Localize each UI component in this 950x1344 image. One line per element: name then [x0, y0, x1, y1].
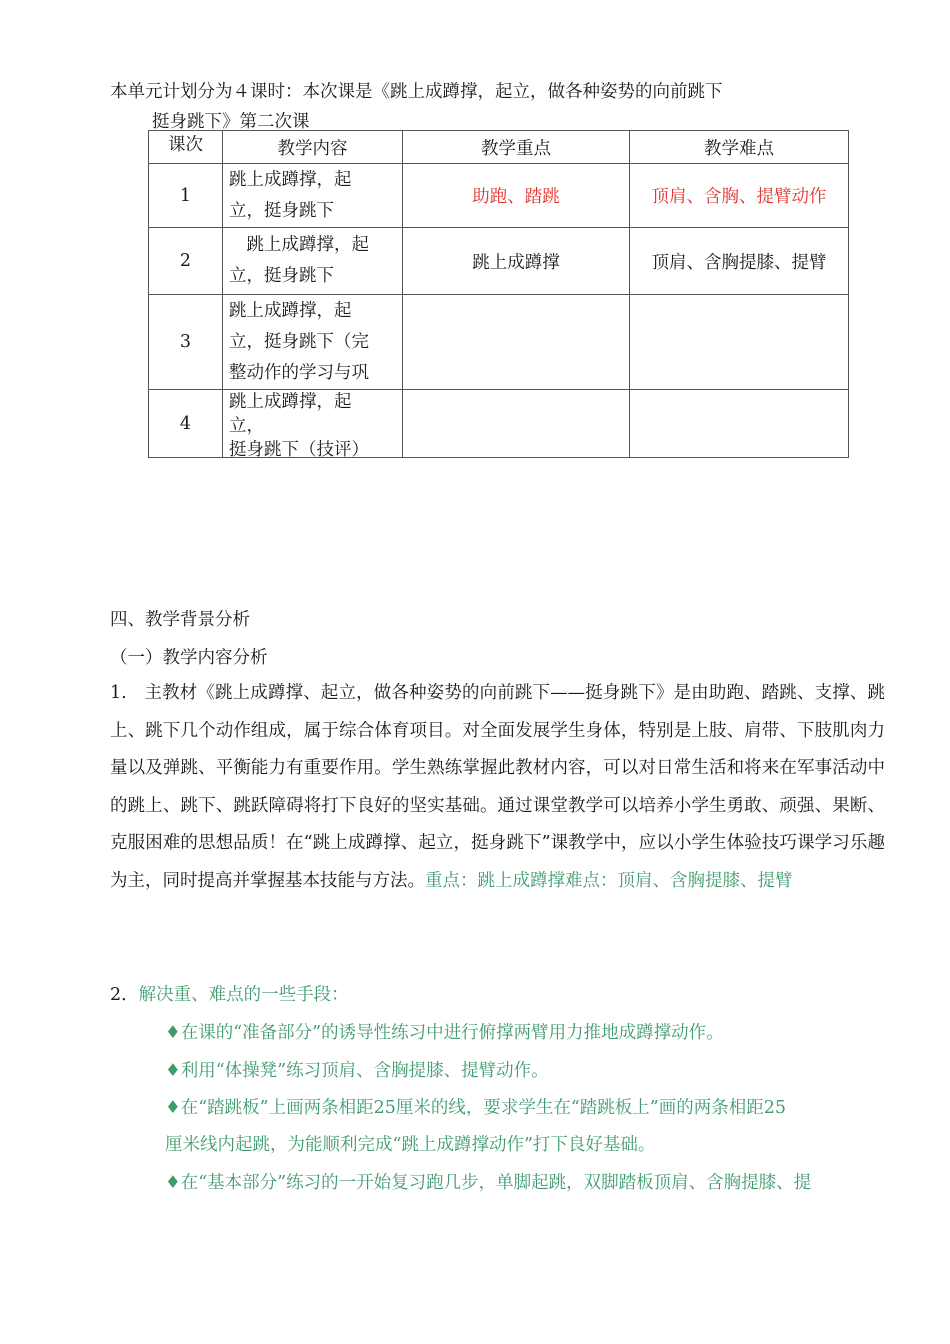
- lesson-focus: [403, 295, 630, 390]
- content-line: 整动作的学习与巩: [229, 362, 369, 383]
- lesson-difficulty: 顶肩、含胸提膝、提臂: [630, 228, 849, 295]
- content-line: 立，挺身跳下（完: [229, 331, 369, 352]
- content-line: 跳上成蹲撑，起: [229, 235, 369, 255]
- table-row: [149, 228, 849, 295]
- lesson-focus: [403, 390, 630, 458]
- lesson-number: 4: [149, 390, 223, 458]
- table-row: [149, 390, 849, 458]
- content-line: 立，挺身跳下: [229, 200, 334, 221]
- content-line: 跳上成蹲撑，起: [229, 300, 352, 321]
- method-bullet-4: ♦在“基本部分”练习的一开始复习跑几步，单脚起跳，双脚踏板顶肩、含胸提膝、提: [165, 1173, 812, 1193]
- method-bullet-3: ♦在“踏跳板”上画两条相距25厘米的线，要求学生在“踏跳板上”画的两条相距25: [165, 1098, 787, 1118]
- content-line: 立，: [229, 416, 264, 436]
- header-content: 教学内容: [223, 131, 403, 164]
- content-line: 跳上成蹲撑，起: [229, 169, 352, 190]
- lesson-focus: 跳上成蹲撑: [403, 228, 630, 295]
- lesson-content: [223, 390, 403, 458]
- table-row: [149, 164, 849, 228]
- item2-number: 2．: [110, 985, 139, 1005]
- focus-difficulty-summary: 重点：跳上成蹲撑难点：顶肩、含胸提膝、提臂: [425, 870, 793, 891]
- table-header-row: [149, 131, 849, 164]
- content-analysis-paragraph: [110, 675, 885, 900]
- lesson-number: 3: [149, 295, 223, 390]
- section-title: 四、教学背景分析: [110, 610, 250, 630]
- content-line: 挺身跳下（技评）: [229, 440, 369, 457]
- table-row: [149, 295, 849, 390]
- header-focus: 教学重点: [403, 131, 630, 164]
- lesson-content: [223, 164, 403, 228]
- lesson-content: [223, 295, 403, 390]
- header-difficulty: 教学难点: [630, 131, 849, 164]
- item2-heading: [110, 981, 349, 1006]
- intro-line-1: 本单元计划分为４课时：本次课是《跳上成蹲撑，起立，做各种姿势的向前跳下: [110, 82, 723, 102]
- content-line: 跳上成蹲撑，起: [229, 392, 352, 412]
- lesson-difficulty: [630, 295, 849, 390]
- lesson-difficulty: [630, 390, 849, 458]
- method-bullet-3-continued: 厘米线内起跳，为能顺利完成“跳上成蹲撑动作”打下良好基础。: [165, 1135, 656, 1155]
- section-subtitle: （一）教学内容分析: [110, 648, 268, 668]
- content-line: 立，挺身跳下: [229, 266, 334, 286]
- method-bullet-2: ♦利用“体操凳”练习顶肩、含胸提膝、提臂动作。: [165, 1061, 549, 1081]
- paragraph-main-text: 1. 主教材《跳上成蹲撑、起立，做各种姿势的向前跳下——挺身跳下》是由助跑、踏跳、支撑、跳上、跳下几个动作组成，属于综合体育项目。对全面发展学生身体，特别是上肢、肩带、下肢肌肉力量以及弹跳、平衡能力有重要作用。学生熟练掌握此教材内容，可以对日常生活和将来在军事活动中的跳上、跳下、跳跃障碍将打下良好的坚实基础。通过课堂教学可以培养小学生勇敢、顽强、果断、克服困难的思想品质！在“跳上成蹲撑、起立，挺身跳下”课教学中，应以小学生体验技巧课学习乐趣为主，同时提高并掌握基本技能与方法。: [110, 683, 885, 891]
- lesson-number: 1: [149, 164, 223, 228]
- lesson-content: [223, 228, 403, 295]
- lesson-number: 2: [149, 228, 223, 295]
- method-bullet-1: ♦在课的“准备部分”的诱导性练习中进行俯撑两臂用力推地成蹲撑动作。: [165, 1023, 724, 1043]
- header-lesson: 课次: [149, 131, 223, 164]
- lesson-plan-table: [148, 130, 849, 458]
- item2-title: 解决重、难点的一些手段：: [138, 985, 349, 1005]
- lesson-difficulty: 顶肩、含胸、提臂动作: [630, 164, 849, 228]
- intro-line-2: 挺身跳下》第二次课: [152, 112, 310, 132]
- lesson-focus: 助跑、踏跳: [403, 164, 630, 228]
